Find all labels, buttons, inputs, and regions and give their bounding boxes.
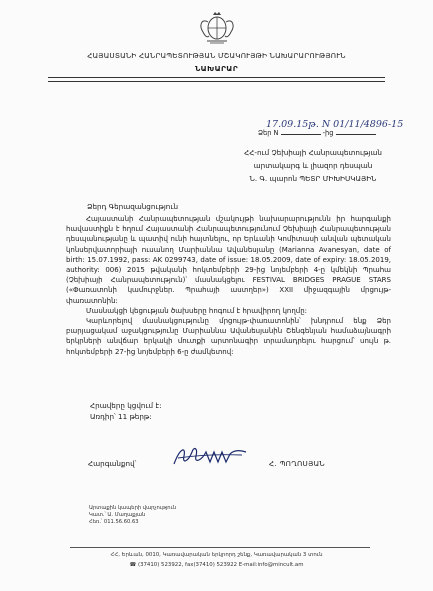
reference-your-number: [258, 127, 376, 137]
footer-address: ՀՀ, Երևան, 0010, Կառավարական երկրորդ շենք, Կառավարական 3 տուն: [110, 552, 323, 558]
respect-label: Հարգանքով՝: [88, 459, 137, 468]
body-paragraph: Մասնակցի կեցության ծախսերը հոգում է հրավիրող կողմը:: [86, 306, 308, 315]
ministry-name: ՀԱՅԱՍՏԱՆԻ ՀԱՆՐԱՊԵՏՈՒԹՅԱՆ ՄՇԱԿՈՒՅԹԻ ՆԱԽԱՐԱՐՈՒԹՅՈՒՆ: [87, 51, 346, 60]
body-paragraph: Հայաստանի Հանրապետության մշակույթի նախարարությունն իր հարգանքի հավաստիքն է հղում Հայաստանի Հանրապետությունում Չեխիայի Հանրապետության դեսպանությանը և պատիվ ունի հայտնելու, որ Երևանի Կոմիտասի անվան պետական կոնսերվատորիայի ուսանող Մարիաննա Ավանեսյանը (Marianna Avanesyan, date of birth: 15.07.1992, pass: AK 0299743, date of issue: 18.05.2009, date of expiry: 18.05.2019, authority: 006) 2015 թվականի հոկտեմբերի 29-ից նոյեմբերի 4-ը կմեկնի Պրահա (Չեխիայի Հանրապետություն)՝ մասնակցելու FESTIVAL BRIDGES PRAGUE STARS («Փառատոնի կամուրջներ. Պրահայի աստղեր») XXII միջազգային մրցույթ-փառատոնին:: [66, 215, 391, 305]
footer-contacts: ☎ (37410) 523922, fax(37410) 523922 E-mail:info@mincult.am: [129, 562, 304, 568]
handwritten-reference: 17.09.15թ. N 01/11/4896-15: [266, 119, 404, 130]
executor-department: Արտաքին կապերի վարչություն: [89, 505, 177, 511]
signatory-name: Հ. ՊՈՂՈՍՅԱՆ: [269, 459, 325, 468]
executor-name: Կատ.՝ Ա. Մաղաքյան: [89, 512, 146, 519]
attachment-note: Առդիր՝ 11 թերթ:: [90, 412, 152, 421]
footer-divider: [70, 547, 370, 548]
body-paragraph: Կարևորելով մասնակցությունը մրցույթ-փառատոնին՝ խնդրում ենք Ձեր բարյացակամ աջակցությունը Մարիաննա Ավանեսյանին Շենգենյան համաձայնագրի երկրների անվճար երկակի մուտքի արտոնագիր տրամադրելու հարցում՝ սույն թ. հոկտեմբերի 27-ից նոյեմբերի 6-ը ժամկետով:: [66, 317, 391, 356]
executor-phone: Հեռ.՝ 011.56.60.63: [89, 519, 139, 526]
your-number-blank: [281, 127, 321, 135]
addressee-line: ՀՀ-ում Չեխիայի Հանրապետության: [244, 148, 382, 157]
executor-block: [89, 505, 176, 527]
letter-body: [66, 214, 391, 357]
armenian-coat-of-arms-icon: [197, 10, 237, 46]
header-divider: [48, 77, 385, 82]
your-date-blank: [336, 127, 376, 135]
your-date-label: -ից: [322, 129, 334, 137]
addressee-line: արտակարգ և լիազոր դեսպան: [253, 161, 373, 171]
addressee-block: [213, 146, 413, 186]
addressee-line: Ն. Գ. պարոն ՊԵՏՐ ՄԻԽԻՍԿԱՅԻՆ: [249, 174, 377, 184]
enclosure-note: Հրավերը կցվում է:: [90, 401, 162, 410]
handwritten-signature: [168, 442, 250, 472]
your-number-label: Ձեր N: [258, 129, 279, 137]
closing-block: [90, 400, 162, 422]
letter-title: ՆԱԽԱՐԱՐ: [194, 64, 239, 73]
salutation: Ձերդ Գերազանցություն: [87, 202, 179, 211]
